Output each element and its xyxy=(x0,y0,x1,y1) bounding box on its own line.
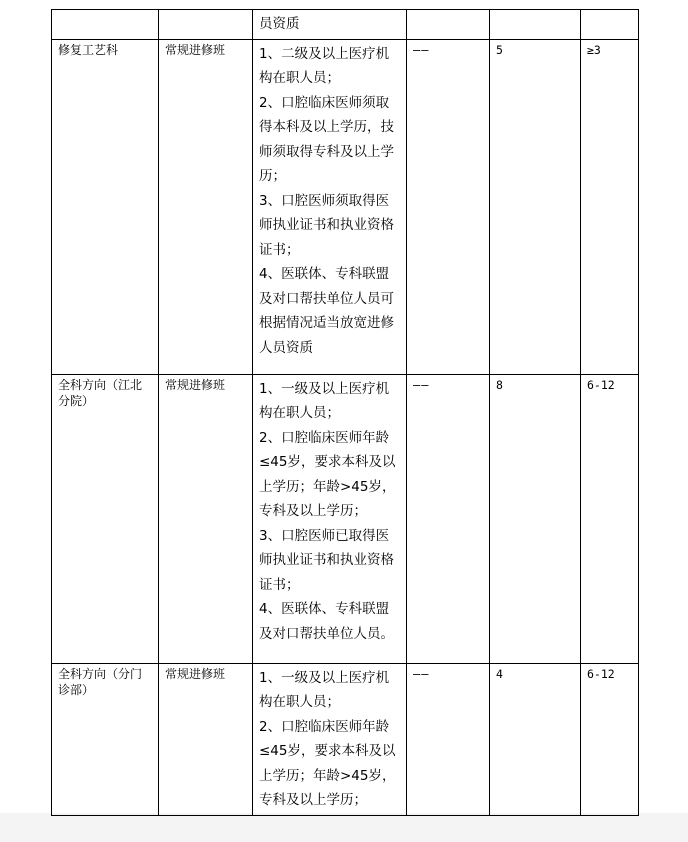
page-bottom-margin xyxy=(0,813,688,842)
requirement-item: 1、一级及以上医疗机构在职人员； xyxy=(259,380,390,421)
col4-cell: —— xyxy=(407,663,490,815)
requirement-text: 员资质 xyxy=(259,16,300,32)
table-row xyxy=(52,39,639,374)
requirements-cell xyxy=(253,39,407,374)
duration-cell: 6-12 xyxy=(581,663,639,815)
quota-cell: 5 xyxy=(490,39,581,374)
department-cell: 全科方向（江北分院） xyxy=(52,374,159,663)
class-type-cell: 常规进修班 xyxy=(159,39,253,374)
requirements-cell xyxy=(253,374,407,663)
requirements-cell xyxy=(253,10,407,40)
requirements-cell xyxy=(253,663,407,815)
quota-cell xyxy=(490,10,581,40)
requirement-item: 2、口腔临床医师年龄≤45岁，要求本科及以上学历；年龄>45岁，专科及以上学历； xyxy=(259,718,396,808)
quota-cell: 4 xyxy=(490,663,581,815)
requirement-item: 4、医联体、专科联盟及对口帮扶单位人员可根据情况适当放宽进修人员资质 xyxy=(259,266,394,356)
class-type-cell xyxy=(159,10,253,40)
table-row-continued xyxy=(52,10,639,40)
col4-cell xyxy=(407,10,490,40)
department-cell: 修复工艺科 xyxy=(52,39,159,374)
duration-cell xyxy=(581,10,639,40)
requirement-item: 3、口腔医师已取得医师执业证书和执业资格证书； xyxy=(259,527,394,593)
table-row xyxy=(52,374,639,663)
department-cell: 全科方向（分门诊部） xyxy=(52,663,159,815)
requirement-item: 4、医联体、专科联盟及对口帮扶单位人员。 xyxy=(259,601,394,642)
requirement-item: 3、口腔医师须取得医师执业证书和执业资格证书； xyxy=(259,192,394,258)
requirement-item: 2、口腔临床医师须取得本科及以上学历，技师须取得专科及以上学历； xyxy=(259,94,394,184)
requirement-item: 2、口腔临床医师年龄≤45岁，要求本科及以上学历；年龄>45岁，专科及以上学历； xyxy=(259,429,396,519)
class-type-cell: 常规进修班 xyxy=(159,663,253,815)
duration-cell: 6-12 xyxy=(581,374,639,663)
table-row xyxy=(52,663,639,815)
requirement-item: 1、二级及以上医疗机构在职人员； xyxy=(259,45,390,86)
training-quota-table xyxy=(51,9,639,816)
duration-cell: ≥3 xyxy=(581,39,639,374)
class-type-cell: 常规进修班 xyxy=(159,374,253,663)
requirement-item: 1、一级及以上医疗机构在职人员； xyxy=(259,669,390,710)
quota-cell: 8 xyxy=(490,374,581,663)
col4-cell: —— xyxy=(407,374,490,663)
department-cell xyxy=(52,10,159,40)
col4-cell: —— xyxy=(407,39,490,374)
